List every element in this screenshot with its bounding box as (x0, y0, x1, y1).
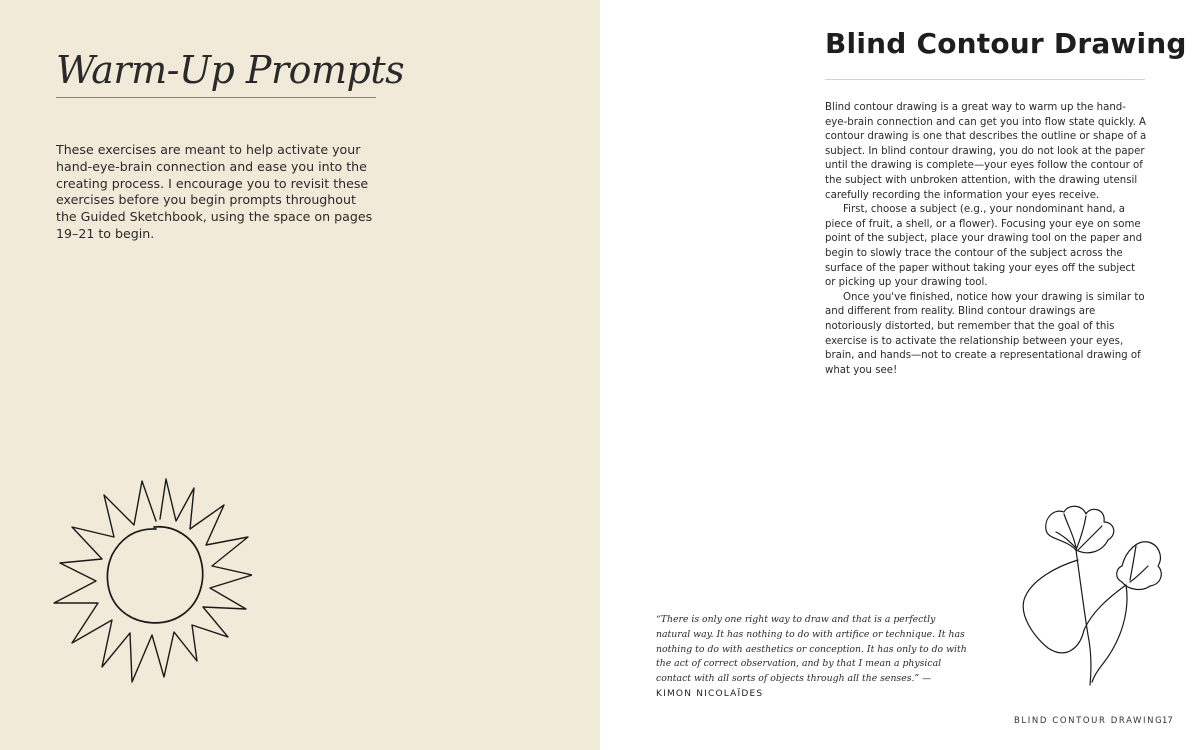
body-text (825, 101, 1147, 378)
sun-drawing (52, 475, 252, 690)
intro-text: These exercises are meant to help activate your hand-eye-brain connection and ease you into the creating process. I encourage you to revisit these exercises before you begin prompts throughout the Guided Sketchbook, using the space on pages 19–21 to begin. (56, 142, 373, 241)
quote-text: “There is only one right way to draw and that is a perfectly natural way. It has nothing to do with artifice or technique. It has nothing to do with aesthetics or conception. It has only to do with the act of correct observation, and by that I mean a physical contact with all sorts of objects through all the senses.” (656, 614, 967, 685)
quote-block (656, 613, 968, 702)
title-divider (56, 97, 376, 98)
section-title-divider (825, 79, 1145, 80)
quote-attribution: —KIMON NICOLAÏDES (656, 674, 933, 699)
body-paragraph-3: Once you've finished, notice how your drawing is similar to and different from reality. Blind contour drawings are notoriously distorted, but remember that the goal of this exercise is to activate the relationship between your eyes, brain, and hands—not to create a representational drawing of what you see! (825, 291, 1145, 376)
body-paragraph-2: First, choose a subject (e.g., your nondominant hand, a piece of fruit, a shell, or a flower). Focusing your eye on some point of the subject, place your drawing tool on the paper and begin to slowly trace the contour of the subject across the surface of the paper without taking your eyes off the subject or picking up your drawing tool. (825, 204, 1143, 289)
page-number: 17 (1162, 716, 1173, 726)
body-paragraph-1: Blind contour drawing is a great way to warm up the hand-eye-brain connection and can get you into flow state quickly. A contour drawing is one that describes the outline or shape of a subject. In blind contour drawing, you do not look at the paper until the drawing is complete—your eyes follow the contour of the subject with unbroken attention, with the drawing utensil carefully recording the information your eyes receive. (825, 102, 1147, 201)
left-page-title: Warm-Up Prompts (56, 48, 405, 92)
section-title: Blind Contour Drawing (825, 27, 1187, 60)
right-page (600, 0, 1200, 750)
running-footer: BLIND CONTOUR DRAWING (1014, 716, 1164, 726)
flower-drawing (1018, 500, 1168, 690)
